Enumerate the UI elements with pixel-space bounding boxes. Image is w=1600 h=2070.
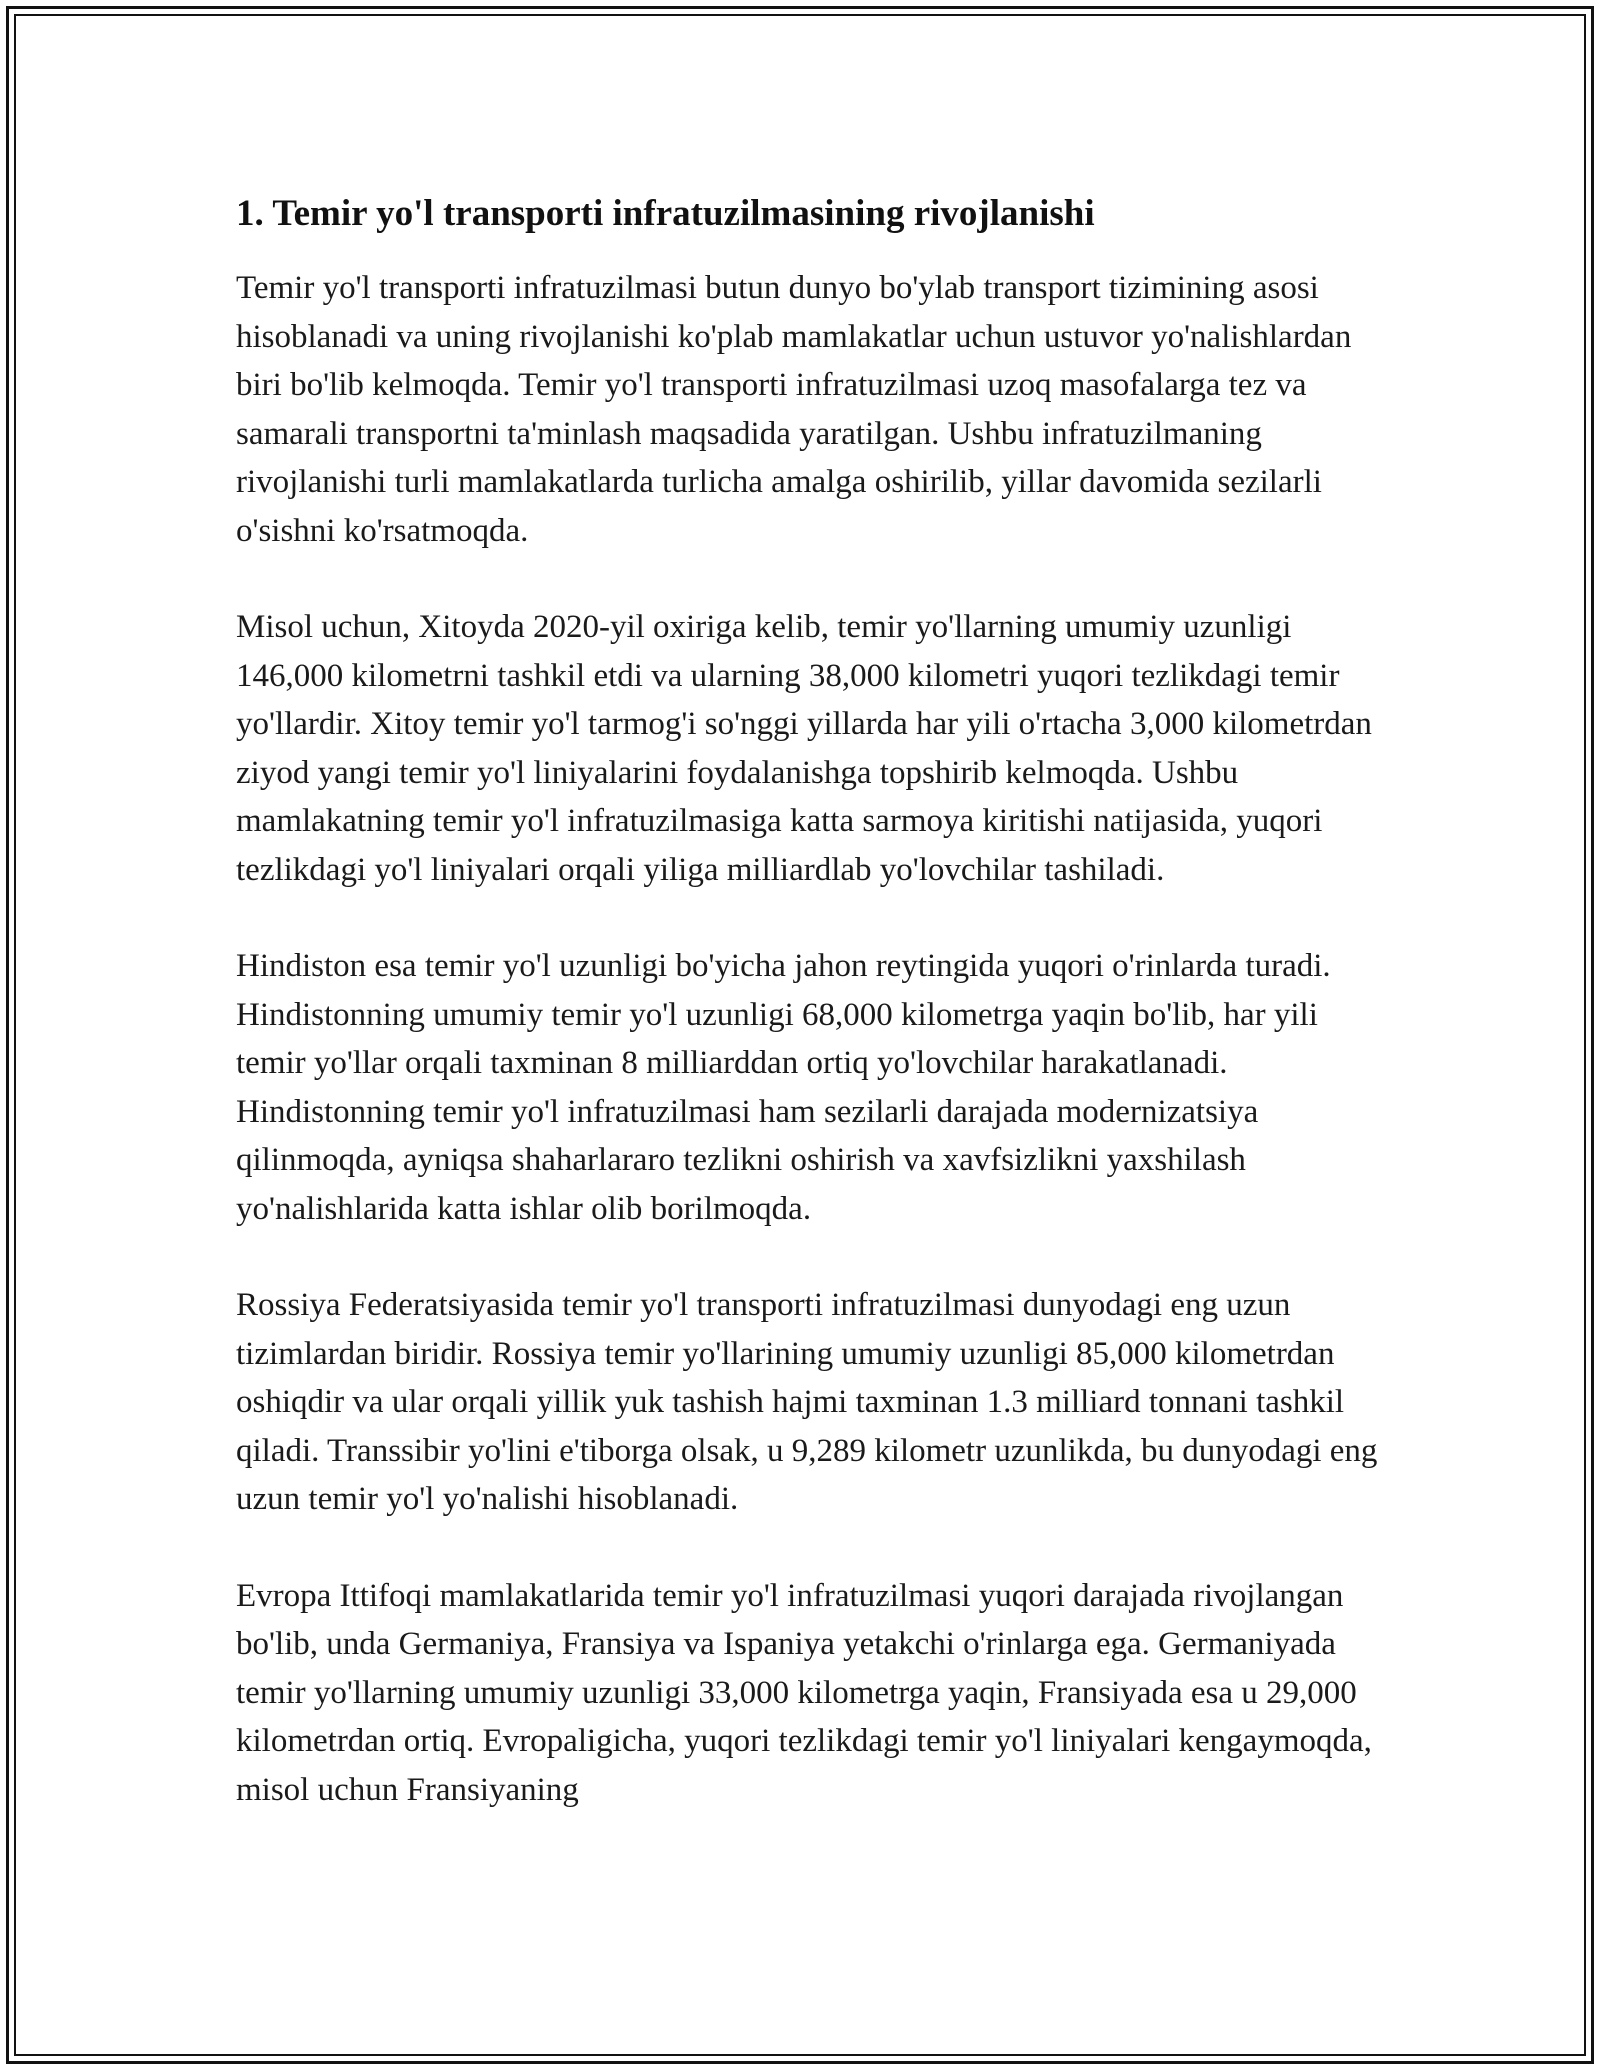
paragraph-europe: Evropa Ittifoqi mamlakatlarida temir yo'l infratuzilmasi yuqori darajada rivojlangan bo'lib, unda Germaniya, Fransiya va Ispaniya yetakchi o'rinlarga ega. Germaniyada temir yo'llarning umumiy uzunligi 33,000 kilometrga yaqin, Fransiyada esa u 29,000 kilometrdan ortiq. Evropaligicha, yuqori tezlikdagi temir yo'l liniyalari kengaymoqda, misol uchun Fransiyaning	[236, 1577, 1372, 1808]
section-heading: 1. Temir yo'l transporti infratuzilmasining rivojlanishi	[236, 193, 1095, 234]
document-body	[236, 188, 1386, 1862]
paragraph-russia: Rossiya Federatsiyasida temir yo'l transporti infratuzilmasi dunyodagi eng uzun tizimlardan biridir. Rossiya temir yo'llarining umumiy uzunligi 85,000 kilometrdan oshiqdir va ular orqali yillik yuk tashish hajmi taxminan 1.3 milliard tonnani tashkil qiladi. Transsibir yo'lini e'tiborga olsak, u 9,289 kilometr uzunlikda, bu dunyodagi eng uzun temir yo'l yo'nalishi hisoblanadi.	[236, 1287, 1378, 1517]
paragraph-india: Hindiston esa temir yo'l uzunligi bo'yicha jahon reytingida yuqori o'rinlarda turadi. Hindistonning umumiy temir yo'l uzunligi 68,000 kilometrga yaqin bo'lib, har yili temir yo'llar orqali taxminan 8 milliarddan ortiq yo'lovchilar harakatlanadi. Hindistonning temir yo'l infratuzilmasi ham sezilarli darajada modernizatsiya qilinmoqda, ayniqsa shaharlararo tezlikni oshirish va xavfsizlikni yaxshilash yo'nalishlarida katta ishlar olib borilmoqda.	[236, 948, 1331, 1227]
paragraph-china: Misol uchun, Xitoyda 2020-yil oxiriga kelib, temir yo'llarning umumiy uzunligi 146,000 kilometrni tashkil etdi va ularning 38,000 kilometri yuqori tezlikdagi temir yo'llardir. Xitoy temir yo'l tarmog'i so'nggi yillarda har yili o'rtacha 3,000 kilometrdan ziyod yangi temir yo'l liniyalarini foydalanishga topshirib kelmoqda. Ushbu mamlakatning temir yo'l infratuzilmasiga katta sarmoya kiritishi natijasida, yuqori tezlikdagi yo'l liniyalari orqali yiliga milliardlab yo'lovchilar tashiladi.	[236, 609, 1372, 888]
paragraph-intro: Temir yo'l transporti infratuzilmasi butun dunyo bo'ylab transport tizimining asosi hisoblanadi va uning rivojlanishi ko'plab mamlakatlar uchun ustuvor yo'nalishlardan biri bo'lib kelmoqda. Temir yo'l transporti infratuzilmasi uzoq masofalarga tez va samarali transportni ta'minlash maqsadida yaratilgan. Ushbu infratuzilmaning rivojlanishi turli mamlakatlarda turlicha amalga oshirilib, yillar davomida sezilarli o'sishni ko'rsatmoqda.	[236, 270, 1352, 549]
